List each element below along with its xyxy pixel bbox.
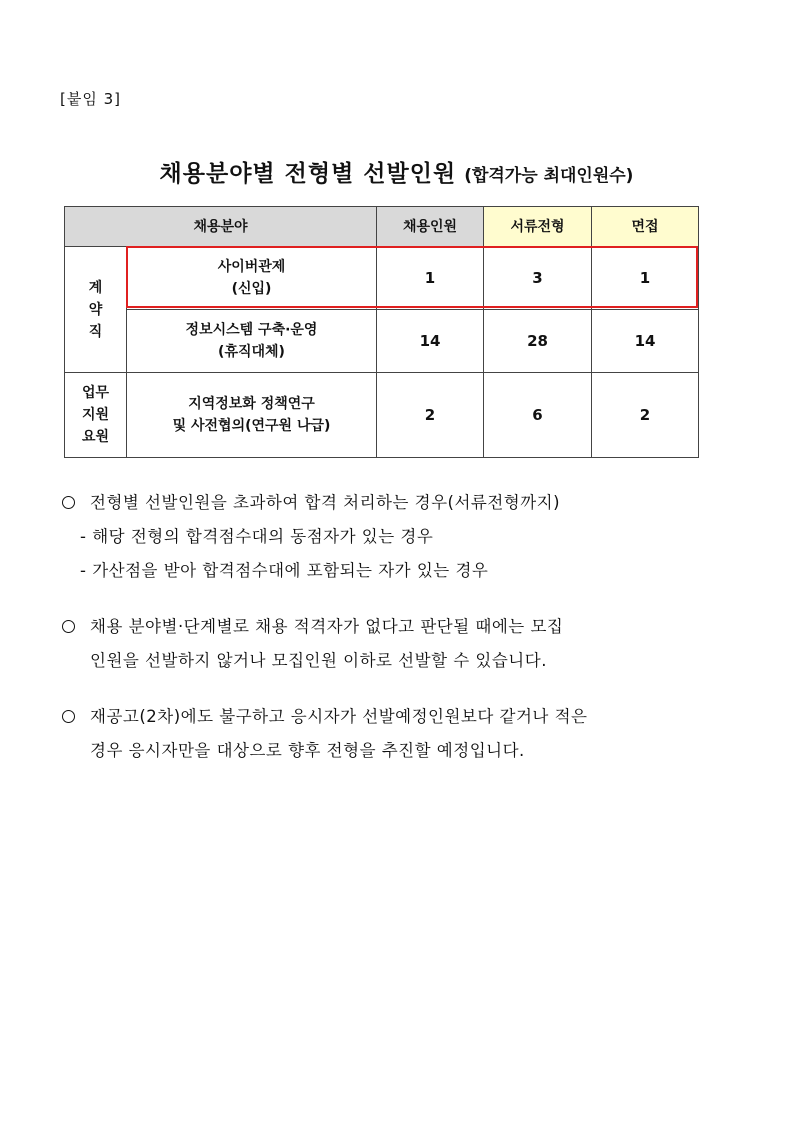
header-field: 채용분야 xyxy=(65,207,377,247)
hires-cell: 1 xyxy=(377,247,484,310)
document-title xyxy=(0,155,793,188)
document-screening-cell: 3 xyxy=(484,247,592,310)
note-item xyxy=(60,486,710,588)
header-interview: 면접 xyxy=(592,207,699,247)
hires-cell: 14 xyxy=(377,310,484,373)
note-sub-item: - 해당 전형의 합격점수대의 동점자가 있는 경우 xyxy=(80,527,434,546)
note-text-line: 채용 분야별·단계별로 채용 적격자가 없다고 판단될 때에는 모집 xyxy=(90,617,564,636)
interview-cell: 14 xyxy=(592,310,699,373)
header-document-screening: 서류전형 xyxy=(484,207,592,247)
interview-cell: 1 xyxy=(592,247,699,310)
header-hires: 채용인원 xyxy=(377,207,484,247)
document-screening-cell: 6 xyxy=(484,373,592,458)
attachment-label: [붙임 3] xyxy=(60,90,121,108)
title-main: 채용분야별 전형별 선발인원 xyxy=(159,161,457,187)
field-cell: 사이버관제 (신입) xyxy=(127,247,377,310)
circle-bullet-icon xyxy=(62,620,75,633)
note-item xyxy=(60,610,710,678)
circle-bullet-icon xyxy=(62,496,75,509)
table-row xyxy=(65,310,699,373)
group-contract: 계 약 직 xyxy=(65,247,127,373)
document-screening-cell: 28 xyxy=(484,310,592,373)
group-support-staff: 업무 지원 요원 xyxy=(65,373,127,458)
note-text: 전형별 선발인원을 초과하여 합격 처리하는 경우(서류전형까지) xyxy=(90,493,561,512)
table-header-row xyxy=(65,207,699,247)
field-cell: 정보시스템 구축·운영 (휴직대체) xyxy=(127,310,377,373)
note-text-line: 재공고(2차)에도 불구하고 응시자가 선발예정인원보다 같거나 적은 xyxy=(90,707,588,726)
note-text-line: 인원을 선발하지 않거나 모집인원 이하로 선발할 수 있습니다. xyxy=(90,651,547,670)
circle-bullet-icon xyxy=(62,710,75,723)
note-item xyxy=(60,700,710,768)
interview-cell: 2 xyxy=(592,373,699,458)
note-sub-item: - 가산점을 받아 합격점수대에 포함되는 자가 있는 경우 xyxy=(80,561,489,580)
field-cell: 지역정보화 정책연구 및 사전협의(연구원 나급) xyxy=(127,373,377,458)
table-row xyxy=(65,247,699,310)
notes-section xyxy=(60,486,710,768)
note-text-line: 경우 응시자만을 대상으로 향후 전형을 추진할 예정입니다. xyxy=(90,741,525,760)
table-row xyxy=(65,373,699,458)
hires-cell: 2 xyxy=(377,373,484,458)
selection-table xyxy=(64,206,699,458)
title-sub: (합격가능 최대인원수) xyxy=(464,166,634,186)
